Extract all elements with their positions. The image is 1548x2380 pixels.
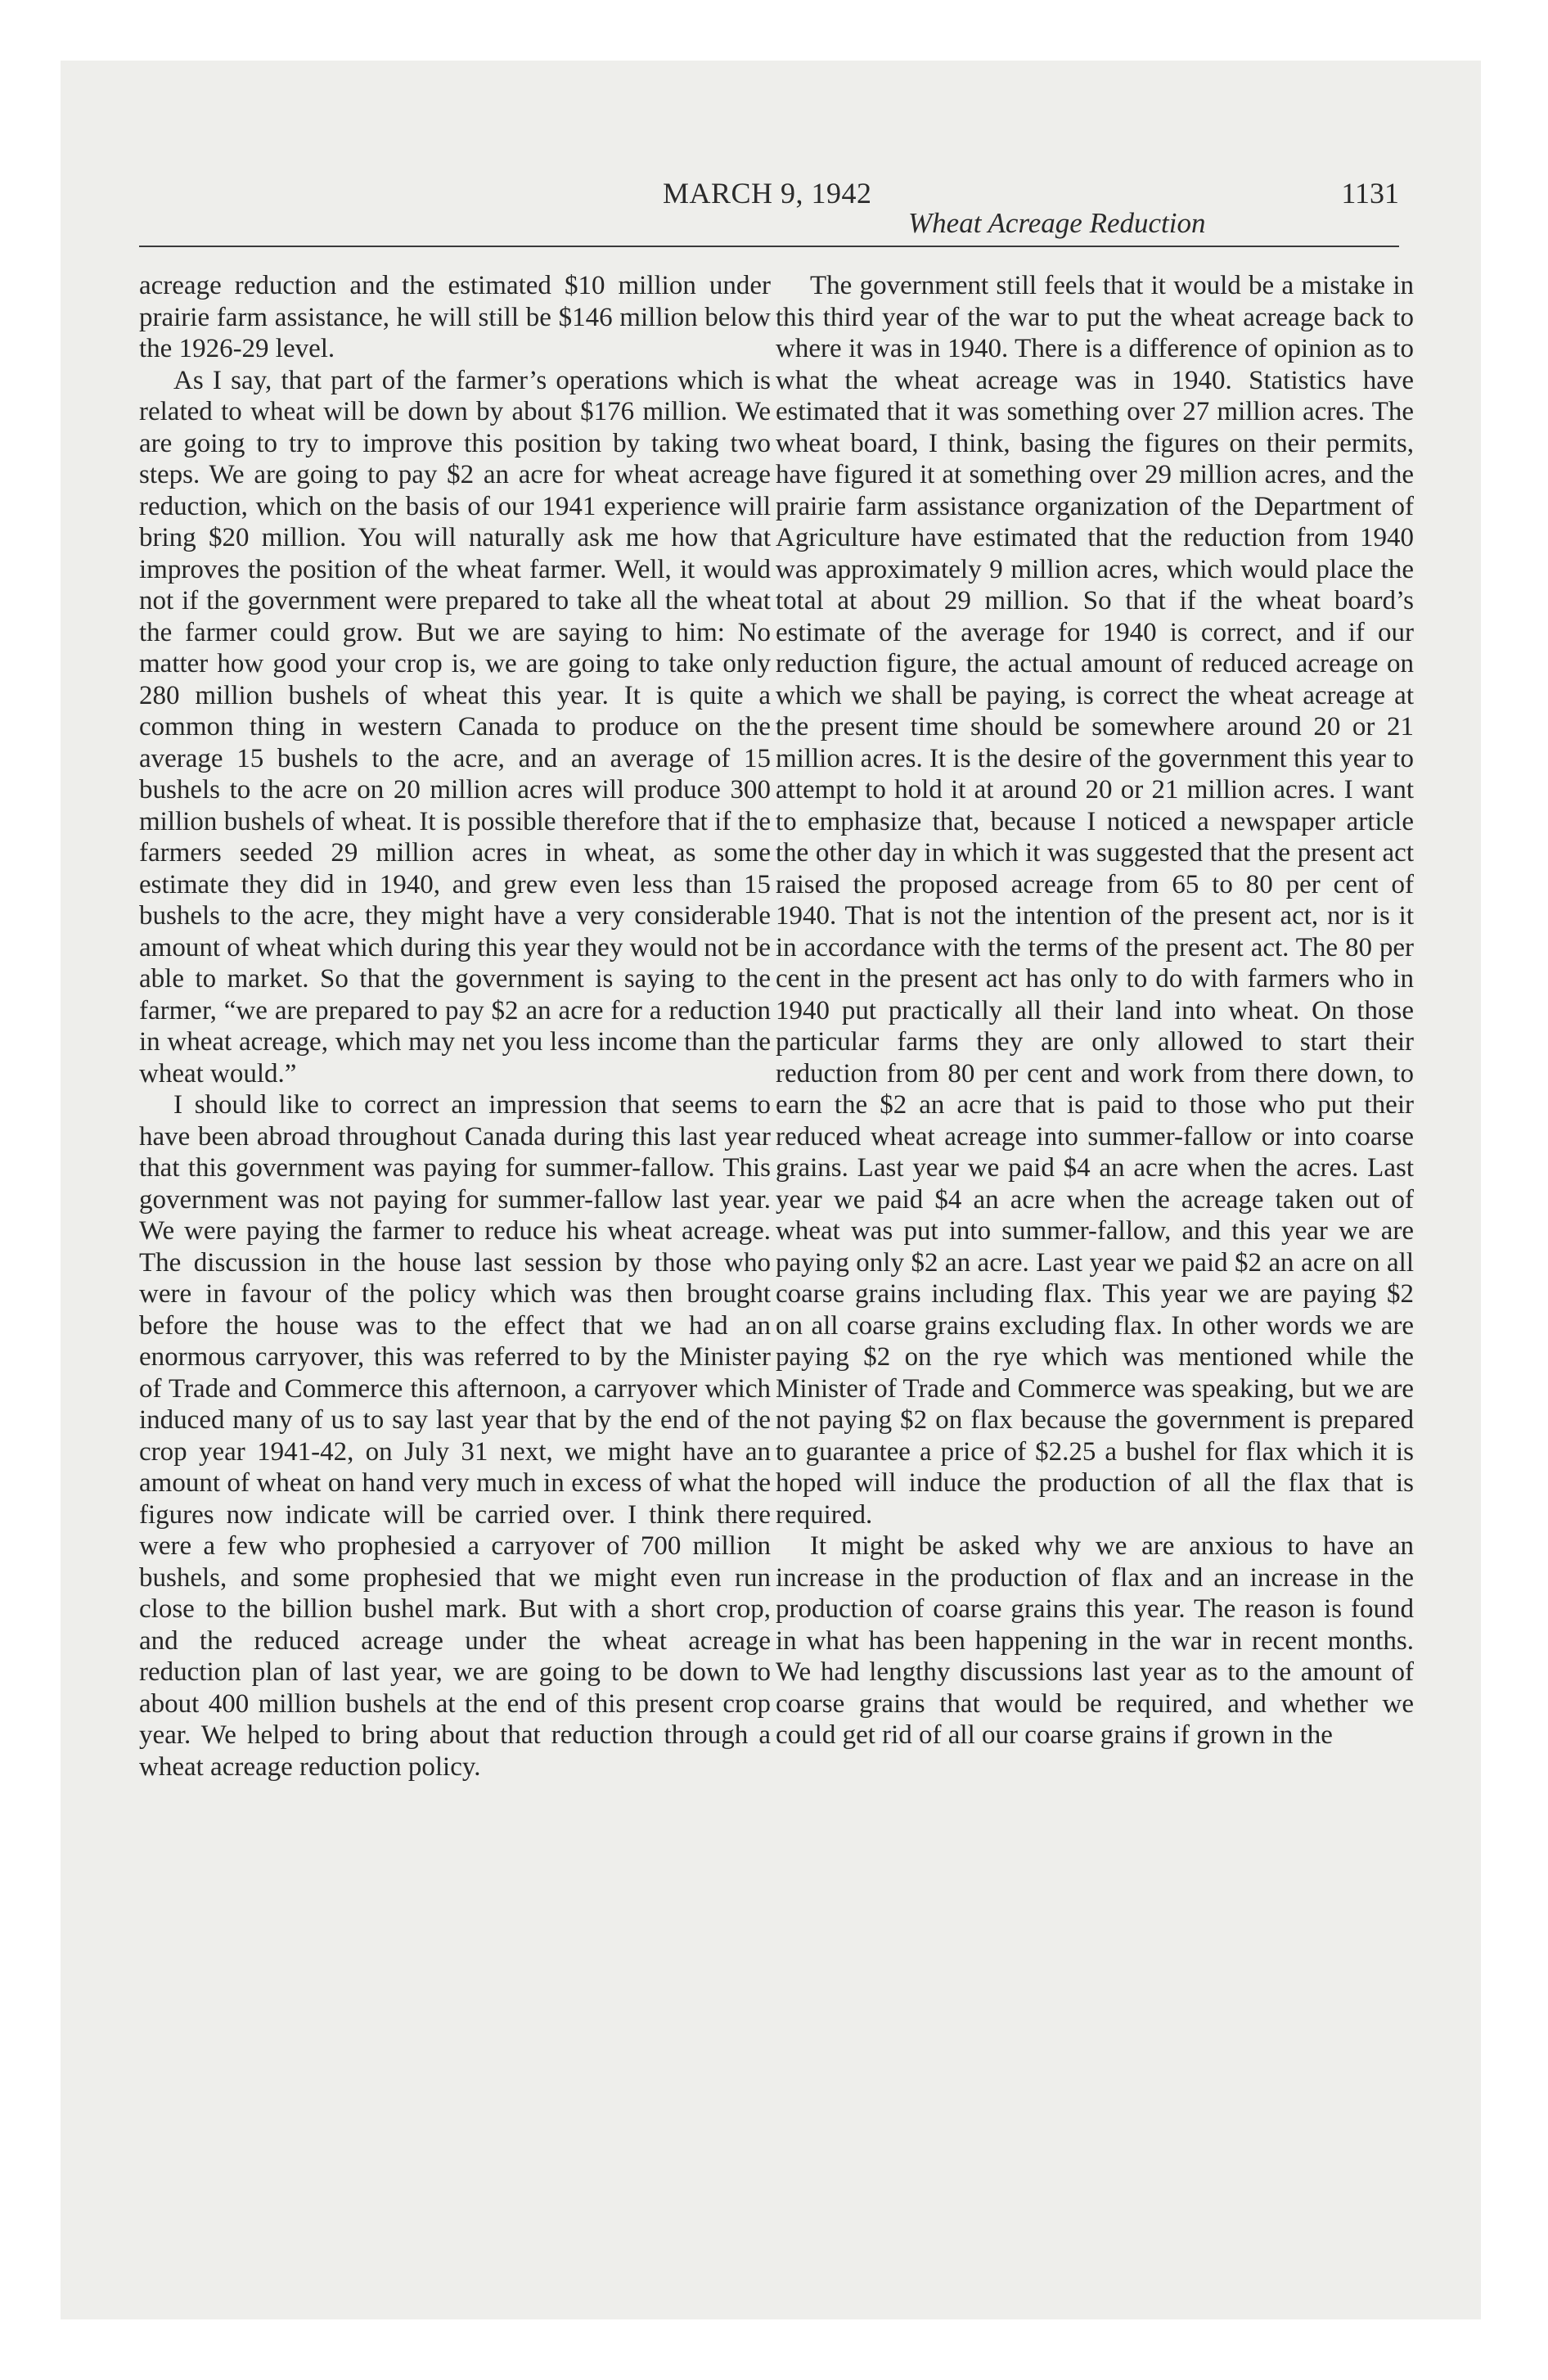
left-column bbox=[139, 270, 771, 2177]
paragraph: I should like to correct an impression that seems to have been abroad throughout Canada during this last year that this government was paying for summer-fallow. This government was not paying for summer-fallow last year. We were paying the farmer to reduce his wheat acreage. The discussion in the house last session by those who were in favour of the policy which was then brought before the house was to the effect that we had an enormous carryover, this was referred to by the Minister of Trade and Commerce this afternoon, a carryover which induced many of us to say last year that by the end of the crop year 1941-42, on July 31 next, we might have an amount of wheat on hand very much in excess of what the figures now indicate will be carried over. I think there were a few who prophesied a carryover of 700 million bushels, and some prophesied that we might even run close to the billion bushel mark. But with a short crop, and the reduced acreage under the wheat acreage reduction plan of last year, we are going to be down to about 400 million bushels at the end of this present crop year. We helped to bring about that reduction through a wheat acreage reduction policy. bbox=[139, 1090, 771, 1782]
page-header bbox=[139, 168, 1399, 258]
paragraph: As I say, that part of the farmer’s operations which is related to wheat will be down by about $176 million. We are going to try to improve this position by taking two steps. We are going to pay $2 an acre for wheat acreage reduction, which on the basis of our 1941 experience will bring $20 million. You will naturally ask me how that improves the position of the wheat farmer. Well, it would not if the government were prepared to take all the wheat the farmer could grow. But we are saying to him: No matter how good your crop is, we are going to take only 280 million bushels of wheat this year. It is quite a common thing in western Canada to produce on the average 15 bushels to the acre, and an average of 15 bushels to the acre on 20 million acres will produce 300 million bushels of wheat. It is possible therefore that if the farmers seeded 29 million acres in wheat, as some estimate they did in 1940, and grew even less than 15 bushels to the acre, they might have a very considerable amount of wheat which during this year they would not be able to market. So that the government is saying to the farmer, “we are prepared to pay $2 an acre for a reduction in wheat acreage, which may net you less income than the wheat would.” bbox=[139, 365, 771, 1089]
paragraph: acreage reduction and the estimated $10 million under prairie farm assistance, he will still be $146 million below the 1926-29 level. bbox=[139, 271, 771, 363]
paragraph: The government still feels that it would be a mistake in this third year of the war to put the wheat acreage back to where it was in 1940. There is a difference of opinion as to what the wheat acreage was in 1940. Statistics have estimated that it was something over 27 million acres. The wheat board, I think, basing the figures on their permits, have figured it at something over 29 million acres, and the prairie farm assistance organization of the Department of Agriculture have estimated that the reduction from 1940 was approximately 9 million acres, which would place the total at about 29 million. So that if the wheat board’s estimate of the average for 1940 is correct, and if our reduction figure, the actual amount of reduced acreage on which we shall be paying, is correct the wheat acreage at the present time should be somewhere around 20 or 21 million acres. It is the desire of the government this year to attempt to hold it at around 20 or 21 million acres. I want to emphasize that, because I noticed a newspaper article the other day in which it was suggested that the present act raised the proposed acreage from 65 to 80 per cent of 1940. That is not the intention of the present act, nor is it in accordance with the terms of the present act. The 80 per cent in the present act has only to do with farmers who in 1940 put practically all their land into wheat. On those particular farms they are only allowed to start their reduction from 80 per cent and work from there down, to earn the $2 an acre that is paid to those who put their reduced wheat acreage into summer-fallow or into coarse grains. Last year we paid $4 an acre when the acres. Last year we paid $4 an acre when the acreage taken out of wheat was put into summer-fallow, and this year we are paying only $2 an acre. Last year we paid $2 an acre on all coarse grains including flax. This year we are paying $2 on all coarse grains excluding flax. In other words we are paying $2 on the rye which was mentioned while the Minister of Trade and Commerce was speaking, but we are not paying $2 on flax because the government is prepared to guarantee a price of $2.25 a bushel for flax which it is hoped will induce the production of all the flax that is required. bbox=[776, 271, 1414, 1530]
header-rule bbox=[139, 246, 1399, 247]
header-date: MARCH 9, 1942 bbox=[663, 177, 872, 210]
running-title: Wheat Acreage Reduction bbox=[908, 207, 1206, 239]
paragraph: It might be asked why we are anxious to have an increase in the production of flax and an increase in the production of coarse grains this year. The reason is found in what has been happening in the war in recent months. We had lengthy discussions last year as to the amount of coarse grains that would be required, and whether we could get rid of all our coarse grains if grown in the bbox=[776, 1531, 1414, 1750]
right-column bbox=[776, 270, 1414, 2177]
page-number: 1131 bbox=[1341, 177, 1399, 210]
